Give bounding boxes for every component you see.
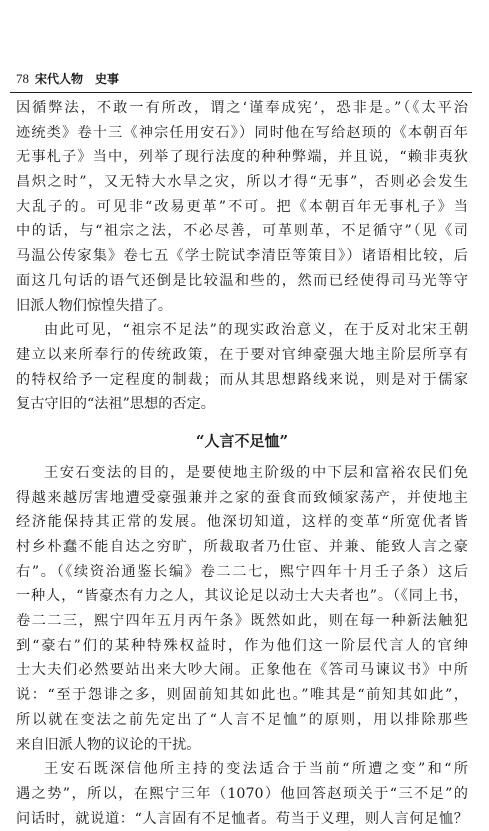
text-line: 到“豪右”们的某种特殊权益时，作为他们这一阶层代言人的官绅 [16,637,468,654]
text-line: 马温公传家集》卷七五《学士院试李清臣等策目》）诸语相比较，后 [16,248,468,265]
text-line: 复古守旧的“法祖”思想的否定。 [16,396,215,413]
header-rule [10,92,472,93]
text-line: 一种人，“皆豪杰有力之人，其议论足以动士大夫者也”。（《同上书， [16,588,468,605]
text-line: 王安石既深信他所主持的变法适合于当前“所遭之变”和“所 [44,761,468,778]
page-number: 78 [16,71,29,86]
paragraph-4 [16,757,468,831]
text-line: 旧派人物们惊惶失措了。 [16,297,173,314]
text-line: 来自旧派人物的议论的干扰。 [16,736,201,753]
paragraph-3 [16,461,468,757]
text-line: 卷二二三，熙宁四年五月丙午条》既然如此，则在每一种新法触犯 [16,613,468,630]
text-line: 村乡朴蠢不能自达之穷旷，所裁取者乃仕宦、并兼、能致人言之豪 [16,539,468,555]
text-line: 昌炽之时”，又无特大水旱之灾，所以才得“无事”，否则必会发生 [16,174,468,191]
paragraph-2 [16,318,468,417]
text-line: 遇之势”，所以，在熙宁三年（1070）他回答赵顼关于“三不足”的 [16,785,468,802]
text-line: 中的话，与“祖宗之法，不必尽善，可革则革，不足循守”（见《司 [16,223,468,240]
text-line: 说：“至于怨诽之多，则固前知其如此也。”唯其是“前知其如此”， [16,687,468,704]
text-line: 问话时，就说道：“人言固有不足恤者。苟当于义理，则人言何足恤？ [16,810,468,827]
text-line: 王安石变法的目的，是要使地主阶级的中下层和富裕农民们免 [44,464,468,481]
text-line: 的特权给予一定程度的制裁；而从其思想路线来说，则是对于儒家 [16,371,468,388]
text-line: 因循弊法，不敢一有所改，谓之‘谨奉成宪’，恐非是。”（《太平治 [16,100,468,116]
book-title: 宋代人物 [35,72,84,86]
text-line: 建立以来所奉行的传统政策，在于要对官绅豪强大地主阶层所享有 [16,346,468,363]
section-name: 史事 [95,72,120,86]
paragraph-1 [16,96,468,318]
page-body [16,96,468,831]
text-line: 所以就在变法之前先定出了“人言不足恤”的原则，用以排除那些 [16,711,468,728]
page-header [16,70,456,87]
text-line: 得越来越厉害地遭受豪强兼并之家的蚕食而致倾家荡产，并使地主 [16,489,468,506]
text-line: 右”。（《续资治通鉴长编》卷二二七，熙宁四年十月壬子条）这后 [16,563,468,580]
text-line: 由此可见，“祖宗不足法”的现实政治意义，在于反对北宋王朝 [44,322,468,339]
text-line: 士大夫们必然要站出来大吵大闹。正象他在《答司马谏议书》中所 [16,662,468,679]
section-heading: “人言不足恤” [195,431,289,450]
text-line: 无事札子》当中，列举了现行法度的种种弊端，并且说，“赖非夷狄 [16,149,468,166]
text-line: 面这几句话的语气还倒是比较温和些的，然而已经使得司马光等守 [16,272,468,289]
text-line: 大乱子的。可见非“改易更革”不可。把《本朝百年无事札子》当 [16,198,468,215]
text-line: 经济能保持其正常的发展。他深切知道，这样的变革“所宽优者皆 [16,514,468,531]
text-line: 迹统类》卷十三《神宗任用安石》）同时他在写给赵顼的《本朝百年 [16,124,468,141]
